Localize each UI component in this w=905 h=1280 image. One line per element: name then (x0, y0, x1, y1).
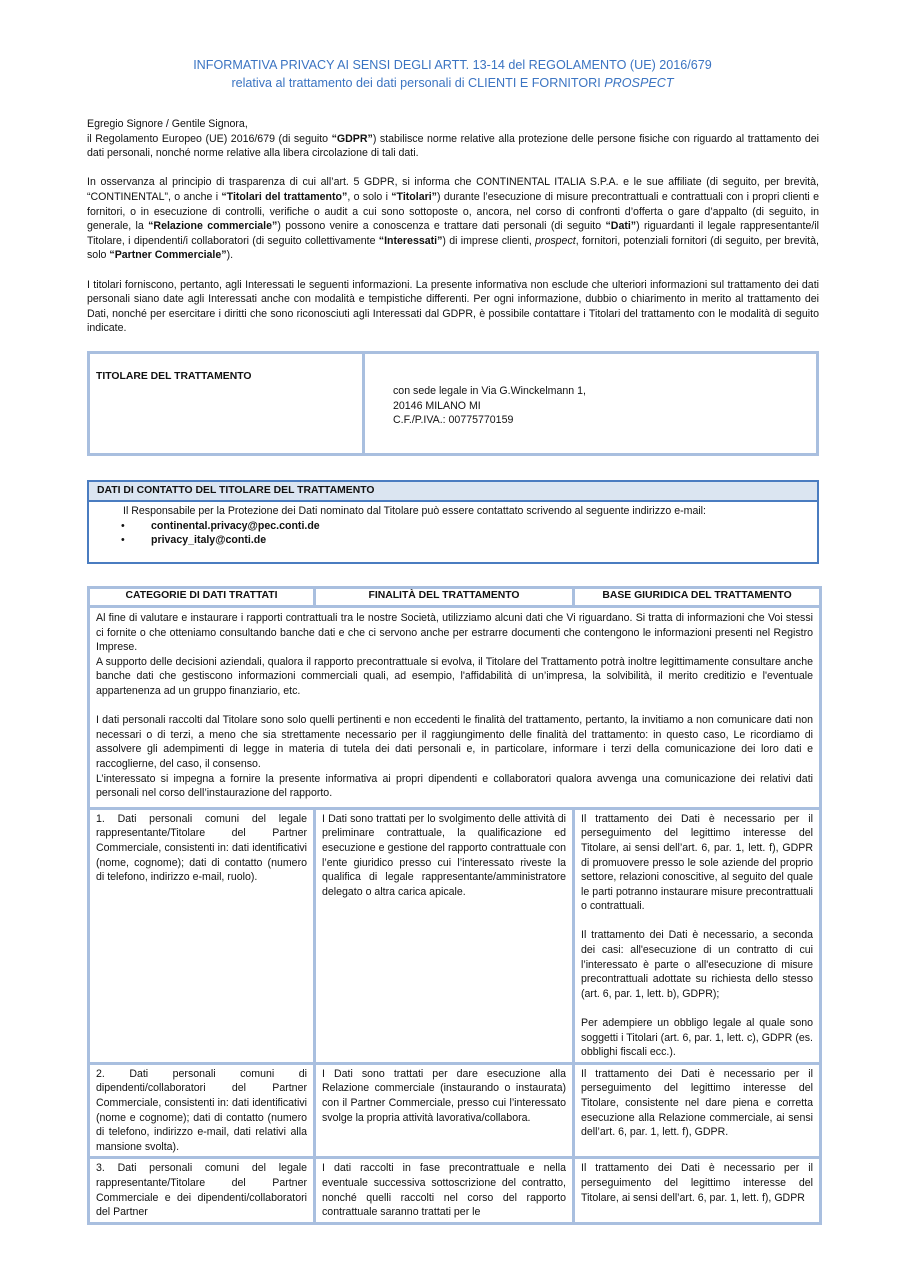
email-item[interactable] (121, 533, 817, 548)
base-giuridica-cell (574, 808, 821, 1063)
overview-paragraph-4: L’interessato si impegna a fornire la presente informativa ai propri dipendenti e collaboratori qualora avvenga una comunicazione dei relativi dati personali nel corso dell’instaurazione del rapporto. (96, 772, 813, 800)
titolare-address (365, 354, 816, 453)
intro-section (87, 117, 819, 351)
base-giuridica-cell: Il trattamento dei Dati è necessario per il perseguimento del legittimo interesse del Titolare, ai sensi dell’art. 6, par. 1, lett. f), GDPR (574, 1158, 821, 1223)
contact-box (87, 480, 819, 564)
contact-text: Il Responsabile per la Protezione dei Dati nominato dal Titolare può essere contattato scrivendo al seguente indirizzo e-mail: (123, 505, 706, 517)
categoria-cell: 2. Dati personali comuni di dipendenti/collaboratori del Partner Commerciale, consistenti in: dati identificativi (nome e cognome); dati di contatto (numero di telefono, indirizzo e-mail, dati relativi alla mansione svolta). (89, 1063, 315, 1158)
table-header-row (89, 588, 821, 607)
header-finalita: FINALITÀ DEL TRATTAMENTO (315, 588, 574, 607)
title-line-2-italic: PROSPECT (604, 76, 674, 90)
base-paragraph: Il trattamento dei Dati è necessario, a seconda dei casi: all'esecuzione di un contratto di cui l’interessato è parte o all'esecuzione di misure precontrattuali adottate su richiesta dello stesso (art. 6, par. 1, lett. b), GDPR); (581, 929, 813, 1000)
greeting: Egregio Signore / Gentile Signora, (87, 118, 248, 130)
base-paragraph: Il trattamento dei Dati è necessario per il perseguimento del legittimo interesse del Titolare, ai sensi dell’art. 6, par. 1, lett. f), GDPR di promuovere presso le sole aziende del proprio settore, relazioni conoscitive, al seguito del quale le parti potranno instaurare misure precontrattuali o contrattuali. (581, 812, 813, 913)
bullet-icon: • (121, 534, 125, 547)
contact-header: DATI DI CONTATTO DEL TITOLARE DEL TRATTAMENTO (89, 482, 817, 502)
header-base-giuridica: BASE GIURIDICA DEL TRATTAMENTO (574, 588, 821, 607)
title-line-1: INFORMATIVA PRIVACY AI SENSI DEGLI ARTT. 13-14 del REGOLAMENTO (UE) 2016/679 (193, 58, 712, 72)
table-row (89, 1158, 821, 1223)
table-row (89, 808, 821, 1063)
email-link-privacy[interactable]: privacy_italy@conti.de (151, 534, 267, 547)
finalita-cell: I dati raccolti in fase precontrattuale e nella eventuale successiva sottoscrizione del contratto, nonché quelli raccolti nel corso del rapporto contrattuale saranno trattati per le (315, 1158, 574, 1223)
finalita-cell: I Dati sono trattati per lo svolgimento delle attività di preliminare contrattuale, la qualificazione ed esecuzione e gestione del rapporto contrattuale con l’ente giuridico presso cui l’interessato riveste la qualifica di legale rappresentante/amministratore delegato o altra carica apicale. (315, 808, 574, 1063)
titolare-address-line-2: 20146 MILANO MI (393, 399, 481, 412)
title-line-2 (80, 74, 825, 92)
titolare-vat: C.F./P.IVA.: 00775770159 (393, 414, 514, 427)
titolare-box (87, 351, 819, 456)
base-paragraph: Per adempiere un obbligo legale al quale sono soggetti i Titolari (art. 6, par. 1, lett. c), GDPR (es. obblighi fiscali ecc.). (581, 1017, 813, 1059)
overview-paragraph-1: Al fine di valutare e instaurare i rapporti contrattuali tra le nostre Società, utilizziamo alcuni dati che Vi riguardano. Si tratta di informazioni che Voi stessi ci fornite o che otteniamo consultando banche dati e che ci servono anche per estrarre documenti che contengono le informazioni presenti nel Registro Imprese. (96, 612, 813, 654)
treatment-table (87, 586, 822, 1225)
intro-paragraph-3: I titolari forniscono, pertanto, agli Interessati le seguenti informazioni. La presente informativa non esclude che ulteriori informazioni sul trattamento dei dati personali siano date agli Interessati anche con modalità e tempistiche differenti. Per ogni informazione, dubbio o chiarimento in merito al trattamento dei Dati, nonché per esercitare i diritti che sono riconosciuti agli Interessati dal GDPR, è possibile contattare i Titolari del trattamento con le modalità di seguito indicate. (87, 278, 819, 335)
table-row (89, 1063, 821, 1158)
finalita-cell: I Dati sono trattati per dare esecuzione alla Relazione commerciale (instaurando o instaurata) con il Partner Commerciale, presso cui l’interessato svolge la propria attività lavorativa/collabora. (315, 1063, 574, 1158)
email-item[interactable] (121, 519, 817, 534)
header-categorie: CATEGORIE DI DATI TRATTATI (89, 588, 315, 607)
overview-paragraph-2: A supporto delle decisioni aziendali, qualora il rapporto precontrattuale si evolva, il Titolare del Trattamento potrà inoltre legittimamente consultare anche banche dati che gestiscono informazioni commerciali quali, ad esempio, l'affidabilità di un’impresa, la solvibilità, il merito creditizio e l'eventuale appartenenza ad un gruppo finanziario, etc. (96, 655, 813, 697)
titolare-label: TITOLARE DEL TRATTAMENTO (90, 354, 365, 453)
intro-paragraph-1: il Regolamento Europeo (UE) 2016/679 (di seguito “GDPR”) stabilisce norme relative alla protezione delle persone fisiche con riguardo al trattamento dei dati personali, nonché norme relative alla libera circolazione di tali dati. (87, 132, 819, 160)
bullet-icon: • (121, 519, 125, 532)
document-title (80, 56, 825, 92)
base-giuridica-cell: Il trattamento dei Dati è necessario per il perseguimento del legittimo interesse del Titolare, consistente nel dare piena e corretta esecuzione alla Relazione commerciale, ai sensi dell’art. 6, par. 1, lett. f), GDPR. (574, 1063, 821, 1158)
email-link-pec[interactable]: continental.privacy@pec.conti.de (151, 519, 320, 532)
contact-email-list (89, 519, 817, 548)
intro-paragraph-2: In osservanza al principio di trasparenza di cui all’art. 5 GDPR, si informa che CONTINENTAL ITALIA S.P.A. e le sue affiliate (di seguito, per brevità, “CONTINENTAL”, o anche i “Titolari del trattamento”, o solo i “Titolari”) durante l’esecuzione di misure precontrattuali e contrattuali con i propri clienti e fornitori, o in esecuzione di controlli, verifiche o audit a cui sono sottoposte o, ancora, nel corso di confronti d’offerta o gare d’appalto (di seguito, in generale, la “Relazione commerciale”) possono venire a conoscenza e trattare dati personali (di seguito “Dati”) riguardanti il legale rappresentante/il Titolare, i dipendenti/i collaboratori (di seguito collettivamente “Interessati”) di imprese clienti, prospect, fornitori, potenziali fornitori (di seguito, per brevità, solo “Partner Commerciale”). (87, 176, 819, 262)
table-overview-row (89, 607, 821, 809)
overview-paragraph-3: I dati personali raccolti dal Titolare sono solo quelli pertinenti e non eccedenti le finalità del trattamento, pertanto, la invitiamo a non comunicare dati non necessari o di terzi, a meno che sia strettamente necessario per il raggiungimento delle finalità del trattamento: in questo caso, Le ricordiamo di assolvere gli adempimenti di legge in materia di tutela dei dati personali e, in particolare, informare i terzi della comunicazione dei loro dati e raccoglierne, del caso, il consenso. (96, 714, 813, 770)
titolare-address-line-1: con sede legale in Via G.Winckelmann 1, (393, 385, 586, 397)
categoria-cell: 1. Dati personali comuni del legale rappresentante/Titolare del Partner Commerciale, consistenti in: dati identificativi (nome, cognome); dati di contatto (numero di telefono, indirizzo e-mail, ruolo). (89, 808, 315, 1063)
title-line-2-text: relativa al trattamento dei dati personali di CLIENTI E FORNITORI (231, 76, 601, 90)
overview-cell (89, 607, 821, 809)
categoria-cell: 3. Dati personali comuni del legale rappresentante/Titolare del Partner Commerciale e dei dipendenti/collaboratori del Partner (89, 1158, 315, 1223)
